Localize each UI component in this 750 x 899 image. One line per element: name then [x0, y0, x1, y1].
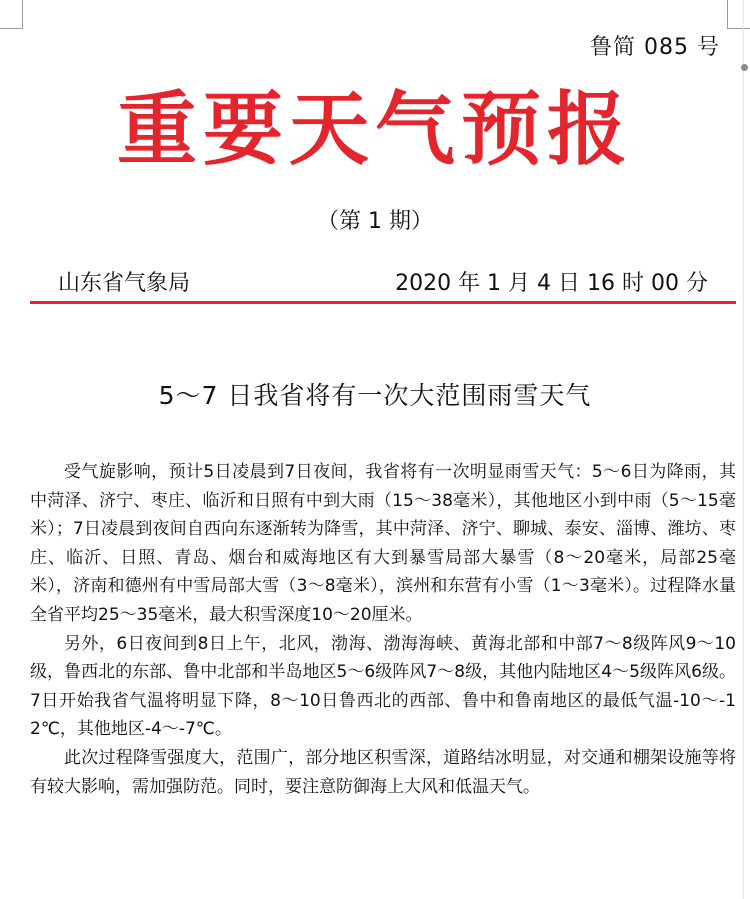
- article-paragraph: 另外，6日夜间到8日上午，北风，渤海、渤海海峡、黄海北部和中部7～8级阵风9～10级，鲁西北的东部、鲁中北部和半岛地区5～6级阵风7～8级，其他内陆地区4～5级阵风6级。7日开始我省气温将明显下降，8～10日鲁西北的西部、鲁中和鲁南地区的最低气温-10～-12℃，其他地区-4～-7℃。: [30, 633, 736, 740]
- article-paragraph: 此次过程降雪强度大，范围广，部分地区积雪深，道路结冰明显，对交通和棚架设施等将有较大影响，需加强防范。同时，要注意防御海上大风和低温天气。: [30, 747, 736, 797]
- header-divider: [30, 301, 736, 304]
- article-paragraph: 受气旋影响，预计5日凌晨到7日夜间，我省将有一次明显雨雪天气：5～6日为降雨，其中菏泽、济宁、枣庄、临沂和日照有中到大雨（15～38毫米），其他地区小到中雨（5～15毫米）；7日凌晨到夜间自西向东逐渐转为降雪，其中菏泽、济宁、聊城、泰安、淄博、潍坊、枣庄、临沂、日照、青岛、烟台和威海地区有大到暴雪局部大暴雪（8～20毫米，局部25毫米），济南和德州有中雪局部大雪（3～8毫米），滨州和东营有小雪（1～3毫米）。过程降水量全省平均25～35毫米，最大积雪深度10～20厘米。: [30, 462, 736, 625]
- issuing-agency: 山东省气象局: [58, 271, 191, 296]
- page-title: 重要天气预报: [117, 83, 633, 176]
- page-corner-mark-left: [0, 0, 23, 29]
- page-corner-mark-right: [727, 0, 750, 29]
- article-headline: 5～7 日我省将有一次大范围雨雪天气: [158, 381, 592, 410]
- issue-timestamp: 2020 年 1 月 4 日 16 时 00 分: [395, 271, 708, 296]
- document-number: 鲁简 085 号: [590, 35, 720, 60]
- article-body: [30, 458, 736, 801]
- issue-number: （第 1 期）: [317, 209, 433, 234]
- scroll-indicator[interactable]: [741, 64, 748, 71]
